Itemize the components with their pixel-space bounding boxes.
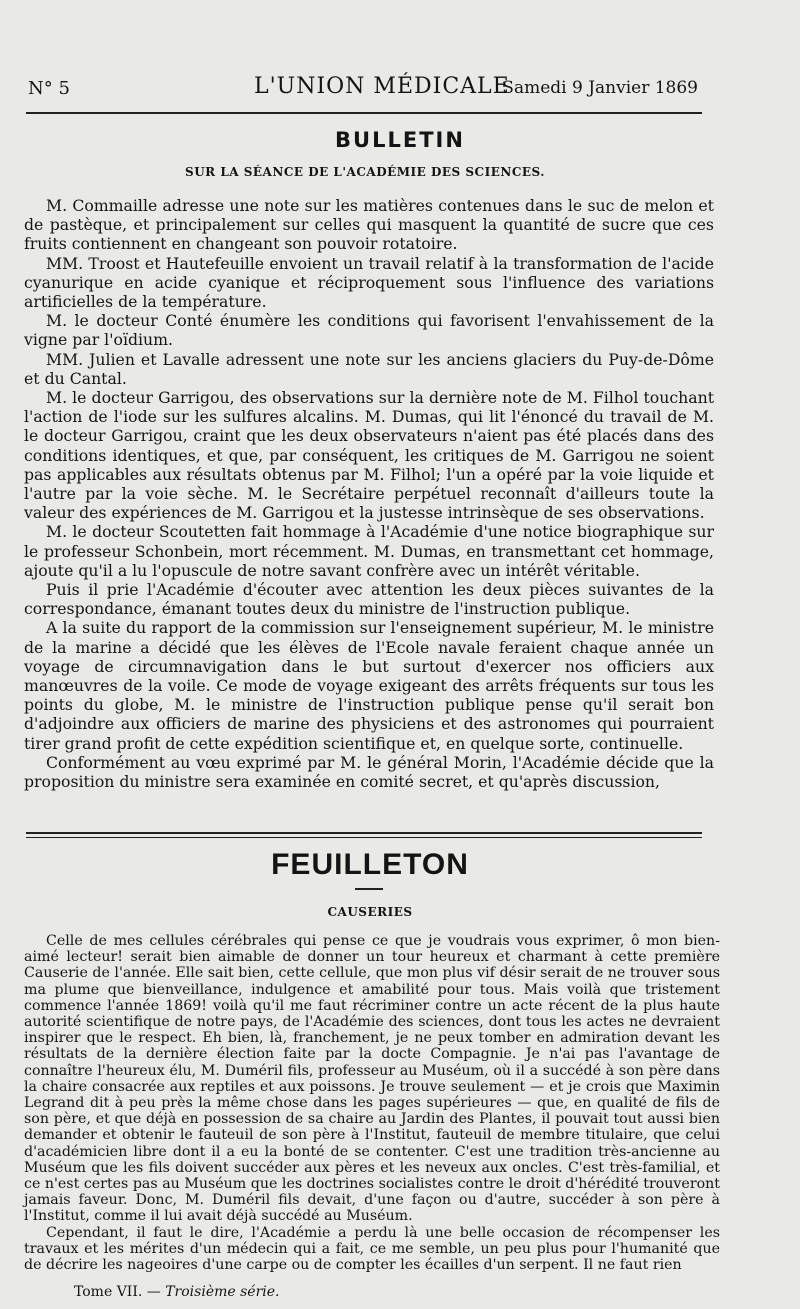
bulletin-paragraph: Puis il prie l'Académie d'écouter avec attention les deux pièces suivantes de la correspondance, émanant toutes deux du ministre de l'instruction publique. <box>24 580 714 619</box>
title-dash <box>355 888 383 890</box>
bulletin-subtitle: SUR LA SÉANCE DE L'ACADÉMIE DES SCIENCES. <box>185 165 545 179</box>
page-footer <box>74 1284 280 1300</box>
header-rule <box>26 112 702 114</box>
bulletin-paragraph: M. Commaille adresse une note sur les matières contenues dans le suc de melon et de pastèque, et principalement sur celles qui masquent la quantité de sucre que ces fruits contiennent en changeant son pouvoir rotatoire. <box>24 196 714 254</box>
bulletin-paragraph: M. le docteur Garrigou, des observations sur la dernière note de M. Filhol touchant l'action de l'iode sur les sulfures alcalins. M. Dumas, qui lit l'énoncé du travail de M. le docteur Garrigou, craint que les deux observateurs n'aient pas été placés dans des conditions identiques, et que, par conséquent, les critiques de M. Garrigou ne soient pas applicables aux résultats obtenus par M. Filhol; l'un a opéré par la voie liquide et l'autre par la voie sèche. M. le Secrétaire perpétuel reconnaît d'ailleurs toute la valeur des expériences de M. Garrigou et la justesse intrinsèque de ses observations. <box>24 388 714 523</box>
section-rule <box>26 832 702 834</box>
feuilleton-title: FEUILLETON <box>271 848 469 881</box>
bulletin-paragraph: MM. Troost et Hautefeuille envoient un travail relatif à la transformation de l'acide cyanurique en acide cyanique et réciproquement sous l'influence des variations artificielles de la température. <box>24 253 714 312</box>
footer-tome: Tome VII. — <box>74 1284 161 1300</box>
bulletin-paragraph: Conformément au vœu exprimé par M. le général Morin, l'Académie décide que la proposition du ministre sera examinée en comité secret, et qu'après discussion, <box>24 752 714 792</box>
bulletin-paragraph: MM. Julien et Lavalle adressent une note sur les anciens glaciers du Puy-de-Dôme et du Cantal. <box>24 349 714 388</box>
section-rule-thin <box>26 837 702 838</box>
bulletin-paragraph: A la suite du rapport de la commission sur l'enseignement supérieur, M. le ministre de la marine a décidé que les élèves de l'Ecole navale feraient chaque année un voyage de circumnavigation dans le but surtout d'exercer nos officiers aux manœuvres de la voile. Ce mode de voyage exigeant des arrêts fréquents sur tous les points du globe, M. le ministre de l'instruction publique pense qu'il serait bon d'adjoindre aux officiers de marine des physiciens et des astronomes qui pourraient tirer grand profit de cette expédition scientifique et, en quelque sorte, continuelle. <box>24 618 714 753</box>
journal-title: L'UNION MÉDICALE <box>254 74 510 99</box>
feuilleton-paragraph: Celle de mes cellules cérébrales qui pense ce que je voudrais vous exprimer, ô mon bien-aimé lecteur! serait bien aimable de donner un tour heureux et charmant à cette première Causerie de l'année. Elle sait bien, cette cellule, que mon plus vif désir serait de ne trouver sous ma plume que bienveillance, indulgence et amabilité pour tous. Mais voilà que tristement commence l'année 1869! voilà qu'il me faut récriminer contre un acte récent de la plus haute autorité scientifique de notre pays, de l'Académie des sciences, dont tous les actes ne devraient inspirer que le respect. Eh bien, là, franchement, je ne peux tomber en admiration devant les résultats de la dernière élection faite par la docte Compagnie. Je n'ai pas l'avantage de connaître l'heureux élu, M. Duméril fils, professeur au Muséum, où il a succédé à son père dans la chaire consacrée aux reptiles et aux poissons. Je trouve seulement — et je crois que Maximin Legrand dit à peu près la même chose dans les pages supérieures — que, en qualité de fils de son père, et que déjà en possession de sa chaire au Jardin des Plantes, il pouvait tout aussi bien demander et obtenir le fauteuil de son père à l'Institut, fauteuil de membre titulaire, que celui d'académicien libre dont il a eu la bonté de se contenter. C'est une tradition très-ancienne au Muséum que les fils doivent succéder aux pères et les neveux aux oncles. C'est très-familial, et ce n'est certes pas au Muséum que les doctrines socialistes contre le droit d'hérédité trouveront jamais faveur. Donc, M. Duméril fils devait, d'une façon ou d'autre, succéder à son père à l'Institut, comme il lui avait déjà succédé au Muséum. <box>24 933 720 1225</box>
page-header <box>28 74 698 104</box>
issue-date: Samedi 9 Janvier 1869 <box>502 78 698 98</box>
feuilleton-body <box>24 933 720 1273</box>
bulletin-title: BULLETIN <box>335 128 465 152</box>
bulletin-paragraph: M. le docteur Conté énumère les conditions qui favorisent l'envahissement de la vigne par l'oïdium. <box>24 311 714 350</box>
feuilleton-subtitle: CAUSERIES <box>327 905 413 919</box>
feuilleton-paragraph: Cependant, il faut le dire, l'Académie a perdu là une belle occasion de récompenser les travaux et les mérites d'un médecin qui a fait, ce me semble, un peu plus pour l'humanité que de décrire les nageoires d'une carpe ou de compter les écailles d'un serpent. Il ne faut rien <box>24 1224 720 1274</box>
bulletin-body <box>24 196 714 791</box>
bulletin-paragraph: M. le docteur Scoutetten fait hommage à l'Académie d'une notice biographique sur le professeur Schonbein, mort récemment. M. Dumas, en transmettant cet hommage, ajoute qu'il a lu l'opuscule de notre savant confrère avec un intérêt véritable. <box>24 522 714 580</box>
footer-serie: Troisième série. <box>165 1284 280 1300</box>
issue-number: N° 5 <box>28 78 70 99</box>
